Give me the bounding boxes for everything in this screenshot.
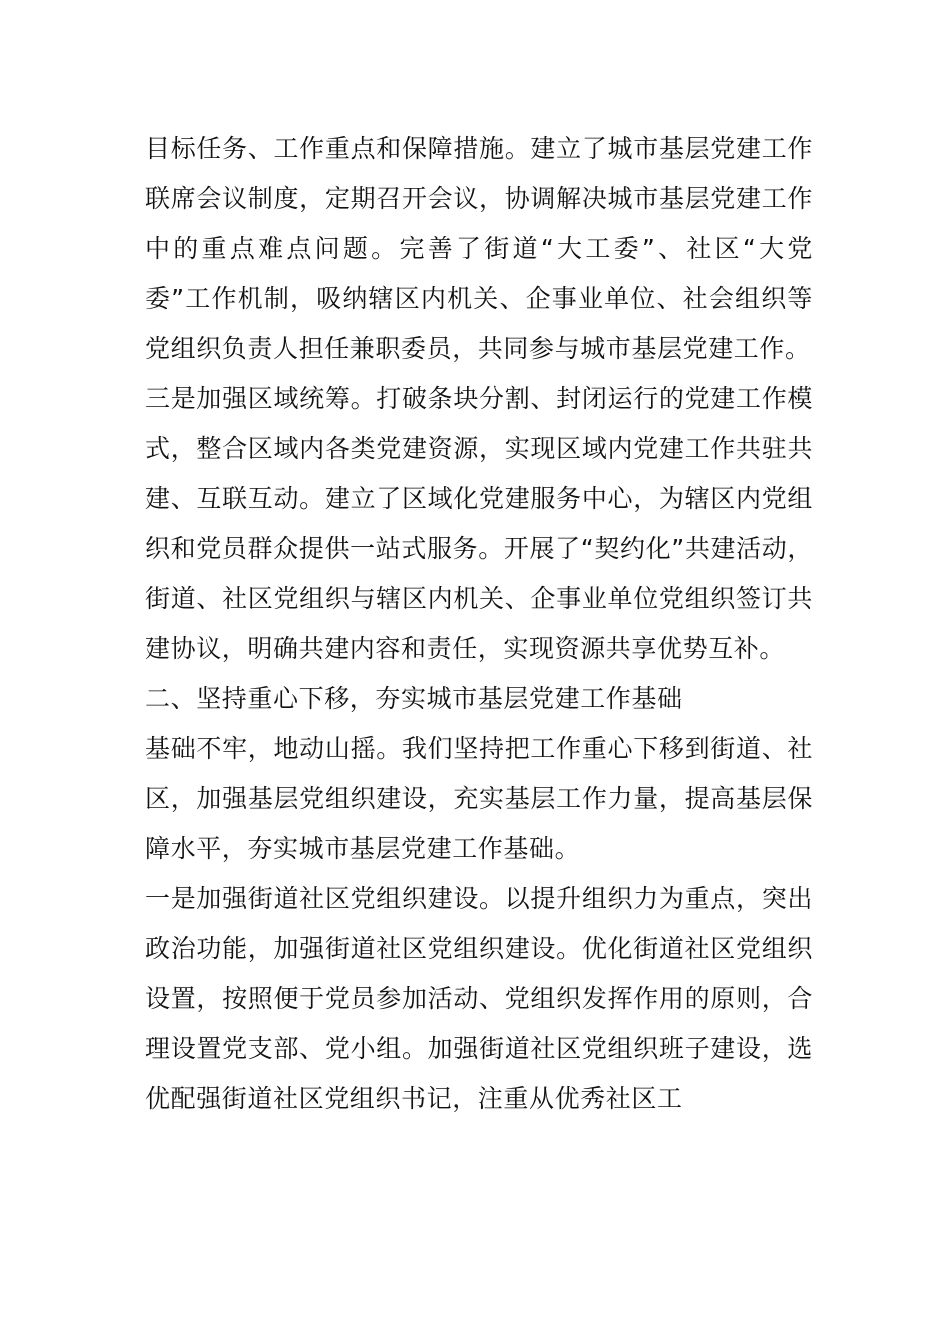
paragraph-2: 三是加强区域统筹。打破条块分割、封闭运行的党建工作模式，整合区域内各类党建资源，实现区域内党建工作共驻共建、互联互动。建立了区域化党建服务中心，为辖区内党组织和党员群众提供一站式服务。开展了“契约化”共建活动，街道、社区党组织与辖区内机关、企事业单位党组织签订共建协议，明确共建内容和责任，实现资源共享优势互补。 [145,384,813,663]
paragraph-1: 目标任务、工作重点和保障措施。建立了城市基层党建工作联席会议制度，定期召开会议，协调解决城市基层党建工作中的重点难点问题。完善了街道“大工委”、社区“大党委”工作机制，吸纳辖区内机关、企事业单位、社会组织等党组织负责人担任兼职委员，共同参与城市基层党建工作。 [145,134,813,363]
paragraph-3: 基础不牢，地动山摇。我们坚持把工作重心下移到街道、社区，加强基层党组织建设，充实基层工作力量，提高基层保障水平，夯实城市基层党建工作基础。 [145,734,813,863]
section-heading: 二、坚持重心下移，夯实城市基层党建工作基础 [145,684,683,713]
document-body [145,124,813,1124]
paragraph-4: 一是加强街道社区党组织建设。以提升组织力为重点，突出政治功能，加强街道社区党组织建设。优化街道社区党组织设置，按照便于党员参加活动、党组织发挥作用的原则，合理设置党支部、党小组。加强街道社区党组织班子建设，选优配强街道社区党组织书记，注重从优秀社区工 [145,884,813,1113]
